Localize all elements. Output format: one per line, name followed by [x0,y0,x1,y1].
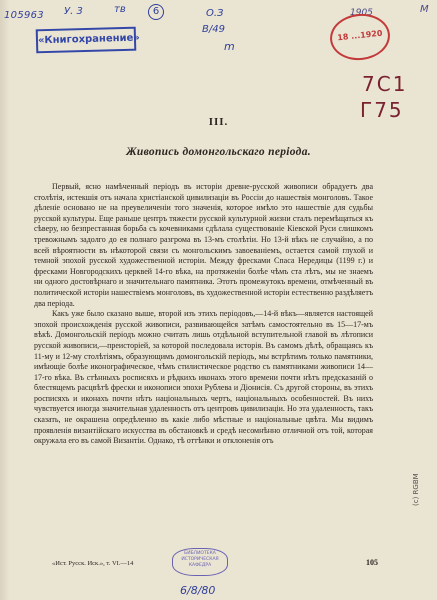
handwritten-date: 6/8/80 [180,584,216,597]
handwritten-circled-number: 6 [148,4,164,20]
library-stamp-rectangular: «Книгохранение» [36,27,137,54]
handwritten-year-note: 1905 [350,8,373,18]
handwritten-shelf-note: О.З [206,8,224,19]
handwritten-volume-note: У. 3 [64,6,83,17]
stamp-line: ИСТОРИЧЕСКАЯ [181,557,219,562]
handwritten-corner-mark: М [420,4,429,15]
paragraph: Первый, ясно намѣченный періодъ въ исторіи древне-русской живописи обрадуетъ два столѣтія, истекшія отъ начала христіанской цивилизаціи въ Россіи до нашествія монголовъ. Такое дѣленіе основано не на преувеличеніи того значенія, которое имѣло это нашествіе для судьбы русской культуры. Еще раньше центръ тяжести русской культурной жизни сталъ перемѣщаться къ сѣверу, но безпрестанная борьба съ кочевниками сдѣлала существованіе Кіевской Руси слишкомъ тревожнымъ задолго до ея полнаго разгрома въ 13-мъ столѣтіи. Но 13-й вѣкъ не случайно, а по всей вѣроятности въ нѣкоторой связи съ монгольскимъ завоеваніемъ, остается самой глухой и темной эпохой русской художественной исторіи. Между фресками Спаса Нередицы (1199 г.) и фресками Новгородскихъ церквей 14-го вѣка, на протяженіи болѣе чѣмъ ста лѣтъ, мы не знаемъ ни одного достовѣрнаго и значительнаго памятника. Этотъ промежутокъ времени, отмѣченный въ политической исторіи нашествіемъ монголовъ, въ художественной исторіи естественно раздѣляетъ два періода. [34,182,373,308]
body-text [34,182,373,447]
handwritten-mark: m [224,40,235,53]
scan-edge [0,0,10,600]
chapter-title: Живопись домонгольскаго періода. [126,146,311,158]
footer-signature: «Ист. Русск. Иск.», т. VI.—14 [52,560,134,567]
chapter-number: III. [208,116,229,128]
paragraph: Какъ уже было сказано выше, второй изъ этихъ періодовъ,—14-й вѣкъ—является настоящей эпохой происхожденія русской живописи, развивающейся затѣмъ самостоятельно въ 15—17-мъ вѣкѣ. Домонгольскій періодъ можно считать лишь отдѣльной вступительной главой въ лѣтописи русской живописи,—преисторіей, за которой последовала исторія. Въ самомъ дѣлѣ, обращаясь къ 11-му и 12-му столѣтіямъ, образующимъ домонгольскій періодъ, мы встрѣтимъ только памятники, имѣющіе болѣе иконографическое, чѣмъ стилистическое родство съ памятниками живописи 14—17-го вѣка. Въ стѣнныхъ росписяхъ и рѣдкихъ иконахъ этого времени почти нѣтъ предсказаній о блестящемъ расцвѣтѣ фрески и иконописи эпохи Рублева и Діонисія. Съ другой стороны, въ этихъ росписяхъ и иконахъ почти нѣтъ національныхъ чертъ, національныхъ особенностей. Въ нихъ чувствуется иногда значительная удаленность отъ центровъ цивилизаціи. Но эта удаленность, такъ сказать, не окрашена опредѣленно въ какіе либо мѣстные и національные цвѣта. Мы видимъ проявленія византійскаго искусства въ обстановкѣ и средѣ несомнѣнно отличной отъ той, которая окружала его въ самой Византіи. Однако, тѣ оттѣнки и отклоненія отъ [34,309,373,446]
handwritten-inventory-number: 105963 [4,10,44,21]
copyright-label: (c) RGBM [412,473,420,506]
library-stamp-oval [172,548,228,576]
library-stamp-round [328,11,392,63]
handwritten-catalog-code: 7С1 [362,72,408,96]
handwritten-catalog-code-2: Г75 [360,98,404,122]
stamp-line: БИБЛИОТЕКА [184,551,216,556]
handwritten-shelf-mark: В/49 [202,24,225,35]
handwritten-note: тв [114,4,126,15]
stamp-line: КАФЕДРА [188,563,212,568]
page-number: 105 [366,558,378,567]
stamp-date: 18 ...1920 [336,28,383,43]
